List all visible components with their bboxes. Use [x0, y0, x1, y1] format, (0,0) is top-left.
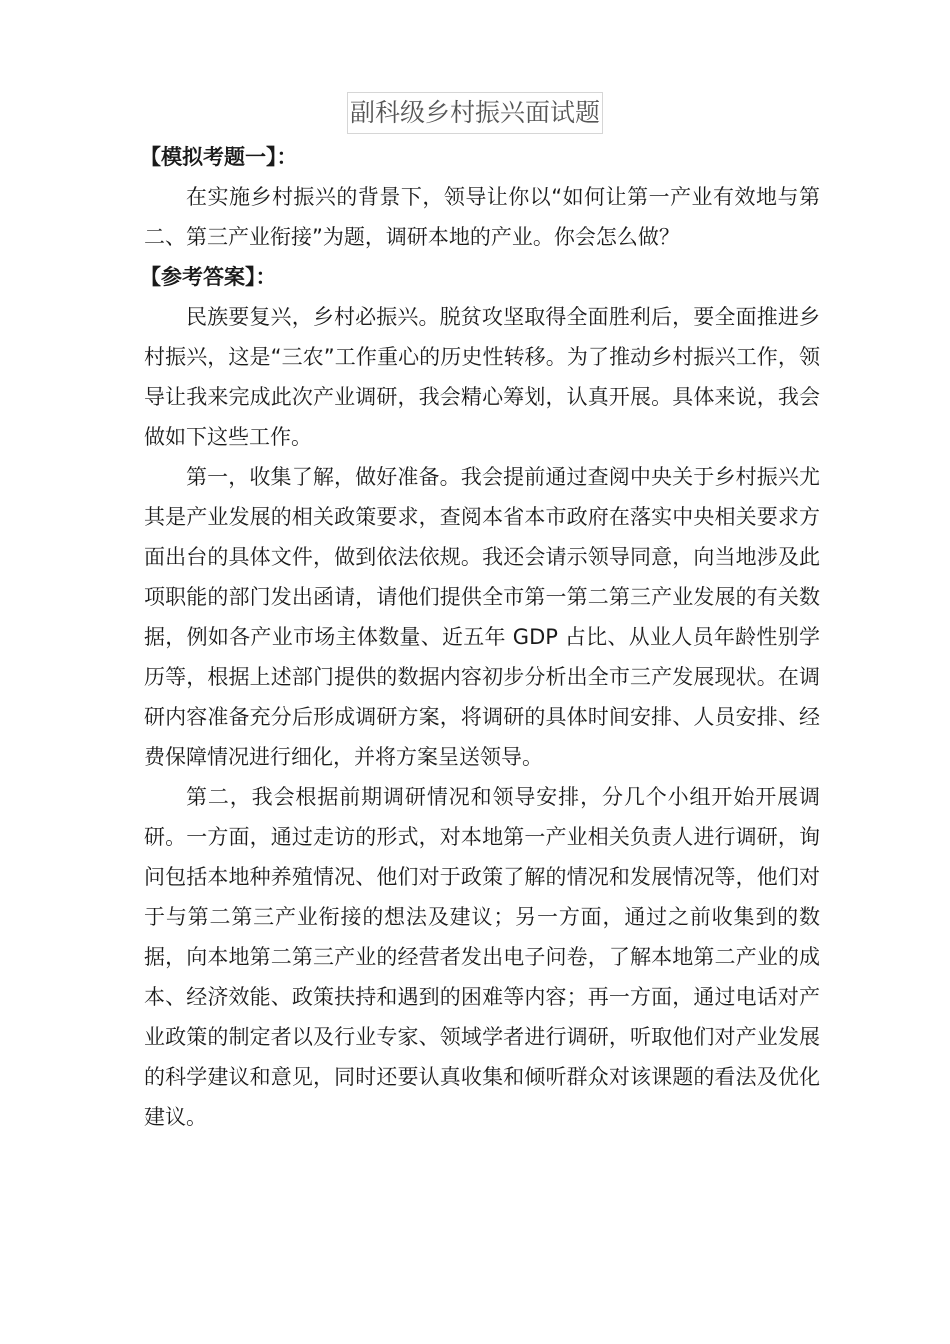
document-title: 副科级乡村振兴面试题	[347, 92, 603, 134]
answer-heading: 【参考答案】：	[140, 265, 277, 289]
answer-paragraph-second: 第二，我会根据前期调研情况和领导安排，分几个小组开始开展调研。一方面，通过走访的形式，对本地第一产业相关负责人进行调研，询问包括本地种养殖情况、他们对于政策了解的情况和发展情况等，他们对于与第二第三产业衔接的想法及建议；另一方面，通过之前收集到的数据，向本地第二第三产业的经营者发出电子问卷，了解本地第二产业的成本、经济效能、政策扶持和遇到的困难等内容；再一方面，通过电话对产业政策的制定者以及行业专家、领域学者进行调研，听取他们对产业发展的科学建议和意见，同时还要认真收集和倾听群众对该课题的看法及优化建议。	[144, 785, 820, 1129]
question-paragraph: 在实施乡村振兴的背景下，领导让你以“如何让第一产业有效地与第二、第三产业衔接”为题，调研本地的产业。你会怎么做？	[144, 185, 820, 249]
answer-paragraph-intro: 民族要复兴，乡村必振兴。脱贫攻坚取得全面胜利后，要全面推进乡村振兴，这是“三农”工作重心的历史性转移。为了推动乡村振兴工作，领导让我来完成此次产业调研，我会精心筹划，认真开展。具体来说，我会做如下这些工作。	[144, 305, 820, 449]
answer-paragraph-first: 第一，收集了解，做好准备。我会提前通过查阅中央关于乡村振兴尤其是产业发展的相关政策要求，查阅本省本市政府在落实中央相关要求方面出台的具体文件，做到依法依规。我还会请示领导同意，向当地涉及此项职能的部门发出函请，请他们提供全市第一第二第三产业发展的有关数据，例如各产业市场主体数量、近五年 GDP 占比、从业人员年龄性别学历等，根据上述部门提供的数据内容初步分析出全市三产发展现状。在调研内容准备充分后形成调研方案，将调研的具体时间安排、人员安排、经费保障情况进行细化，并将方案呈送领导。	[144, 465, 820, 769]
document-body	[140, 137, 820, 1137]
question-heading: 【模拟考题一】：	[140, 145, 298, 169]
title-container	[0, 92, 950, 134]
